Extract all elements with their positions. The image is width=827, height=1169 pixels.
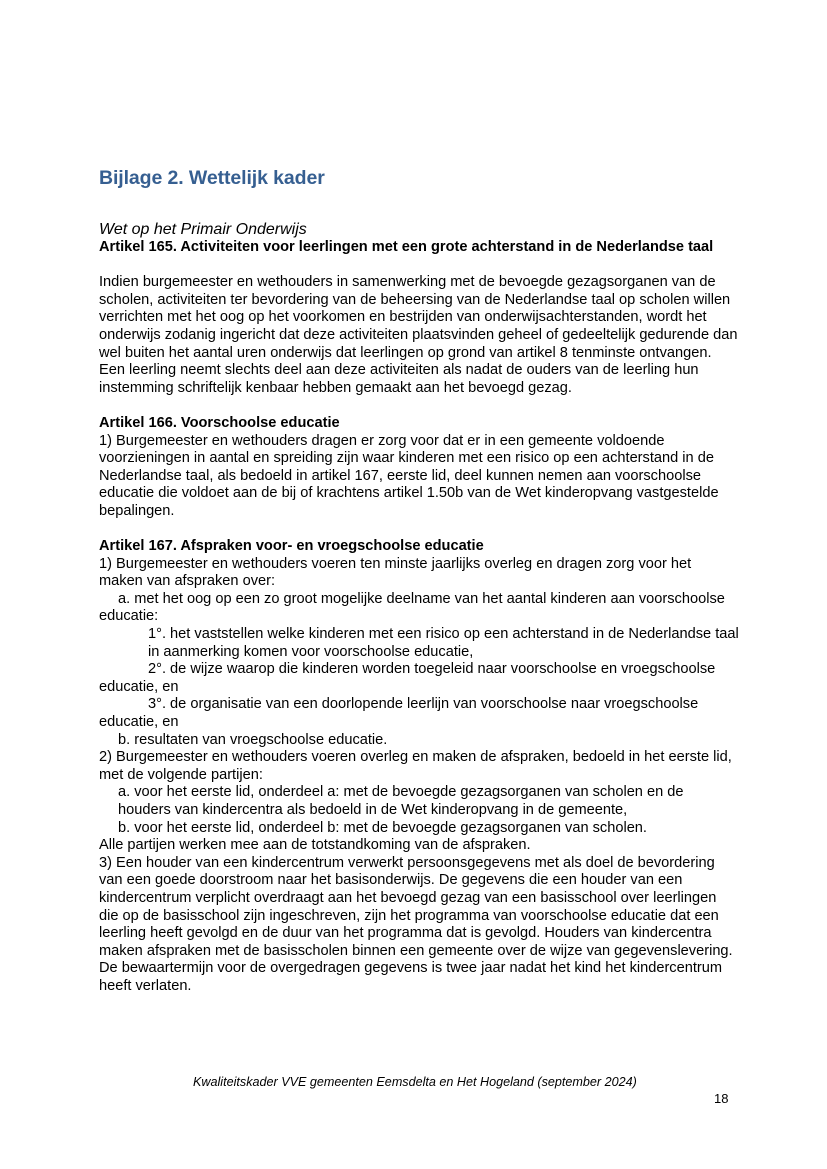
law-title: Wet op het Primair Onderwijs xyxy=(99,221,307,238)
article-body: Indien burgemeester en wethouders in samenwerking met de bevoegde gezagsorganen van de scholen, activiteiten ter bevordering van de beheersing van de Nederlandse taal op scholen willen verrichten met het oog op het voorkomen en bestrijden van onderwijsachterstanden, wordt het onderwijs zodanig ingericht dat deze activiteiten plaatsvinden geheel of gedeeltelijk gedurende dan wel buiten het aantal uren onderwijs dat leerlingen op grond van artikel 8 tenminste ontvangen. Een leerling neemt slechts deel aan deze activiteiten als nadat de ouders van de leerling hun instemming schriftelijk kenbaar hebben gemaakt aan het bevoegd gezag. xyxy=(99,274,738,396)
lid-1-item-a-2: 2°. de wijze waarop die kinderen worden toegeleid naar voorschoolse en vroegschoolse educatie, en xyxy=(99,661,716,695)
lid-2-item-a: a. voor het eerste lid, onderdeel a: met de bevoegde gezagsorganen van scholen en de houders van kindercentra als bedoeld in de Wet kinderopvang in de gemeente, xyxy=(118,784,684,818)
lid-1-item-a-1: 1°. het vaststellen welke kinderen met een risico op een achterstand in de Nederlandse taal in aanmerking komen voor voorschoolse educatie, xyxy=(148,626,739,660)
lid-1-item-a: a. met het oog op een zo groot mogelijke deelname van het aantal kinderen aan voorschoolse educatie: xyxy=(99,590,725,625)
appendix-heading: Bijlage 2. Wettelijk kader xyxy=(99,167,325,189)
lid-2-intro: 2) Burgemeester en wethouders voeren overleg en maken de afspraken, bedoeld in het eerste lid, met de volgende partijen: xyxy=(99,749,732,783)
article-title: Artikel 167. Afspraken voor- en vroegschoolse educatie xyxy=(99,538,484,555)
article-165 xyxy=(99,239,739,397)
footer-text: Kwaliteitskader VVE gemeenten Eemsdelta en Het Hogeland (september 2024) xyxy=(193,1075,637,1089)
lid-2-item-b: b. voor het eerste lid, onderdeel b: met de bevoegde gezagsorganen van scholen. xyxy=(118,819,647,836)
page-number: 18 xyxy=(714,1091,729,1106)
article-167 xyxy=(99,538,739,995)
lid-1-item-b: b. resultaten van vroegschoolse educatie. xyxy=(118,731,388,748)
article-title: Artikel 166. Voorschoolse educatie xyxy=(99,414,340,431)
lid-1-item-a-3: 3°. de organisatie van een doorlopende leerlijn van voorschoolse naar vroegschoolse educatie, en xyxy=(99,696,699,731)
article-body: 1) Burgemeester en wethouders dragen er zorg voor dat er in een gemeente voldoende voorzieningen in aantal en spreiding zijn waar kinderen met een risico op een achterstand in de Nederlandse taal, als bedoeld in artikel 167, eerste lid, deel kunnen nemen aan voorschoolse educatie die voldoet aan de bij of krachtens artikel 1.50b van de Wet kinderopvang vastgestelde bepalingen. xyxy=(99,432,719,519)
lid-3: 3) Een houder van een kindercentrum verwerkt persoonsgegevens met als doel de bevordering van een goede doorstroom naar het basisonderwijs. De gegevens die een houder van een kindercentrum verplicht overdraagt aan het bevoegd gezag van een basisschool over leerlingen die op de basisschool zijn ingeschreven, zijn het programma van voorschoolse educatie dat een leerling heeft gevolgd en de duur van het programma dat is gevolgd. Houders van kindercentra maken afspraken met de basisscholen binnen een gemeente over de wijze van gegevenslevering. De bewaartermijn voor de overgedragen gegevens is twee jaar nadat het kind het kindercentrum heeft verlaten. xyxy=(99,854,733,994)
document-body xyxy=(99,220,739,996)
article-166 xyxy=(99,415,739,521)
lid-1-intro: 1) Burgemeester en wethouders voeren ten minste jaarlijks overleg en dragen zorg voor het maken van afspraken over: xyxy=(99,555,692,590)
article-title: Artikel 165. Activiteiten voor leerlingen met een grote achterstand in de Nederlandse taal xyxy=(99,239,714,255)
lid-2-outro: Alle partijen werken mee aan de totstandkoming van de afspraken. xyxy=(99,837,531,854)
